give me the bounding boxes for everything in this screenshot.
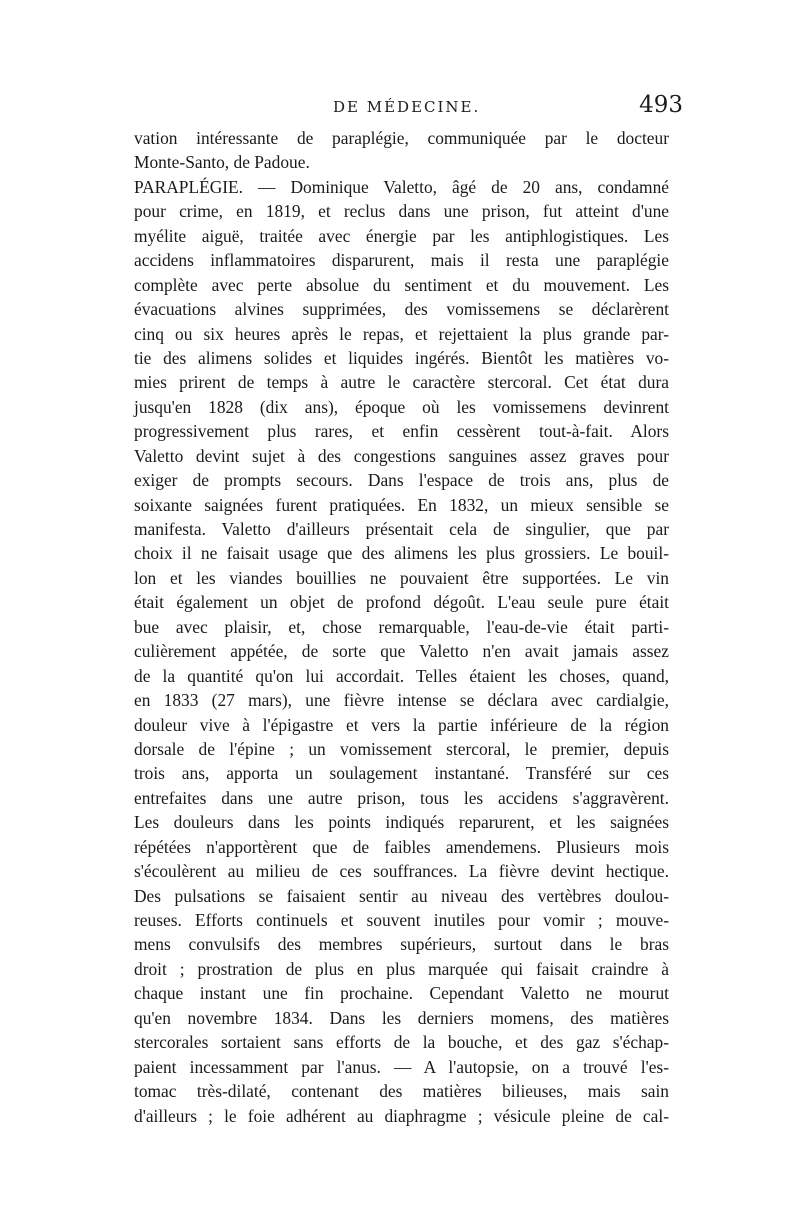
text-line: tomac très-dilaté, contenant des matières bilieuses, mais sain: [134, 1081, 669, 1102]
text-line: douleur vive à l'épigastre et vers la partie inférieure de la région: [134, 714, 669, 735]
text-line: trois ans, apporta un soulagement instantané. Transféré sur ces: [134, 763, 669, 784]
text-line: droit ; prostration de plus en plus marquée qui faisait craindre à: [134, 958, 669, 979]
text-line: s'écoulèrent au milieu de ces souffrances. La fièvre devint hectique.: [134, 861, 669, 882]
text-line: Valetto devint sujet à des congestions sanguines assez graves pour: [134, 445, 669, 466]
text-line: bue avec plaisir, et, chose remarquable, l'eau-de-vie était parti-: [134, 616, 669, 637]
text-line: entrefaites dans une autre prison, tous les accidens s'aggravèrent.: [134, 787, 669, 808]
text-line: en 1833 (27 mars), une fièvre intense se déclara avec cardialgie,: [134, 690, 669, 711]
text-line: qu'en novembre 1834. Dans les derniers momens, des matières: [134, 1007, 669, 1028]
text-line: Des pulsations se faisaient sentir au niveau des vertèbres doulou-: [134, 885, 669, 906]
text-line: culièrement appétée, de sorte que Valetto n'en avait jamais assez: [134, 641, 669, 662]
text-line: PARAPLÉGIE. — Dominique Valetto, âgé de 20 ans, condamné: [134, 176, 669, 197]
text-line: mies prirent de temps à autre le caractère stercoral. Cet état dura: [134, 372, 669, 393]
text-line: lon et les viandes bouillies ne pouvaient être supportées. Le vin: [134, 567, 669, 588]
text-line: de la quantité qu'on lui accordait. Telles étaient les choses, quand,: [134, 665, 669, 686]
text-line: jusqu'en 1828 (dix ans), époque où les vomissemens devinrent: [134, 396, 669, 417]
text-line: cinq ou six heures après le repas, et rejettaient la plus grande par-: [134, 323, 669, 344]
text-line: répétées n'apportèrent que de faibles amendemens. Plusieurs mois: [134, 836, 669, 857]
text-line: reuses. Efforts continuels et souvent inutiles pour vomir ; mouve-: [134, 910, 669, 930]
text-line: manifesta. Valetto d'ailleurs présentait cela de singulier, que par: [134, 519, 669, 539]
running-title: DE MÉDECINE.: [333, 98, 481, 116]
body-text: [134, 126, 669, 1128]
text-line: d'ailleurs ; le foie adhérent au diaphragme ; vésicule pleine de cal-: [134, 1105, 669, 1126]
text-line: paient incessamment par l'anus. — A l'autopsie, on a trouvé l'es-: [134, 1056, 669, 1077]
text-line: pour crime, en 1819, et reclus dans une prison, fut atteint d'une: [134, 201, 669, 222]
running-head: [118, 92, 683, 126]
text-line: myélite aiguë, traitée avec énergie par les antiphlogistiques. Les: [134, 225, 669, 246]
text-line: était également un objet de profond dégoût. L'eau seule pure était: [134, 592, 669, 613]
text-line: Monte-Santo, de Padoue.: [134, 152, 310, 173]
text-line: choix il ne faisait usage que des alimens les plus grossiers. Le bouil-: [134, 543, 669, 564]
text-line: dorsale de l'épine ; un vomissement stercoral, le premier, depuis: [134, 738, 669, 759]
text-line: progressivement plus rares, et enfin cessèrent tout-à-fait. Alors: [134, 421, 669, 442]
text-line: évacuations alvines supprimées, des vomissemens se déclarèrent: [134, 299, 669, 320]
text-line: chaque instant une fin prochaine. Cependant Valetto ne mourut: [134, 983, 669, 1004]
text-line: accidens inflammatoires disparurent, mais il resta une paraplégie: [134, 250, 669, 271]
page-number: 493: [639, 92, 683, 118]
text-line: complète avec perte absolue du sentiment et du mouvement. Les: [134, 274, 669, 295]
text-line: Les douleurs dans les points indiqués reparurent, et les saignées: [134, 812, 669, 833]
text-line: exiger de prompts secours. Dans l'espace de trois ans, plus de: [134, 470, 669, 491]
text-line: mens convulsifs des membres supérieurs, surtout dans le bras: [134, 934, 669, 955]
text-line: soixante saignées furent pratiquées. En 1832, un mieux sensible se: [134, 494, 669, 515]
text-line: vation intéressante de paraplégie, communiquée par le docteur: [134, 128, 669, 148]
text-line: stercorales sortaient sans efforts de la bouche, et des gaz s'échap-: [134, 1032, 669, 1053]
text-line: tie des alimens solides et liquides ingérés. Bientôt les matières vo-: [134, 347, 669, 368]
